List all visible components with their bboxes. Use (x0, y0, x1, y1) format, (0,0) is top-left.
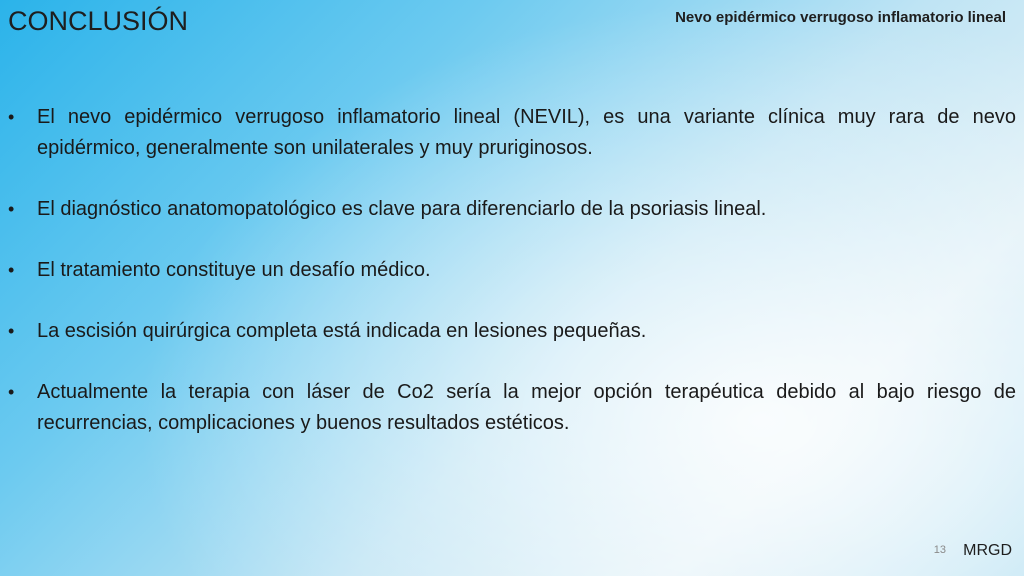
bullet-marker: • (8, 382, 15, 402)
bullet-marker: • (8, 107, 15, 127)
bullet-marker: • (8, 260, 15, 280)
bullet-text: El tratamiento constituye un desafío médico. (37, 259, 431, 281)
bullet-marker: • (8, 199, 15, 219)
bullet-item (8, 255, 1016, 286)
bullet-item (8, 377, 1016, 439)
bullet-text: El diagnóstico anatomopatológico es clave para diferenciarlo de la psoriasis lineal. (37, 198, 767, 220)
footer-brand: MRGD (963, 542, 1012, 559)
bullet-item (8, 102, 1016, 164)
bullet-item (8, 316, 1016, 347)
bullet-text: La escisión quirúrgica completa está indicada en lesiones pequeñas. (37, 320, 647, 342)
bullet-marker: • (8, 321, 15, 341)
bullet-item (8, 194, 1016, 225)
bullet-text: Actualmente la terapia con láser de Co2 sería la mejor opción terapéutica debido al bajo riesgo de recurrencias, complicaciones y buenos resultados estéticos. (37, 381, 1016, 434)
slide-title: CONCLUSIÓN (8, 6, 189, 36)
bullet-list (8, 102, 1016, 469)
page-number: 13 (933, 544, 946, 556)
bullet-text: El nevo epidérmico verrugoso inflamatorio lineal (NEVIL), es una variante clínica muy rara de nevo epidérmico, generalmente son unilaterales y muy pruriginosos. (37, 106, 1016, 159)
header-subtitle: Nevo epidérmico verrugoso inflamatorio lineal (675, 9, 1006, 26)
